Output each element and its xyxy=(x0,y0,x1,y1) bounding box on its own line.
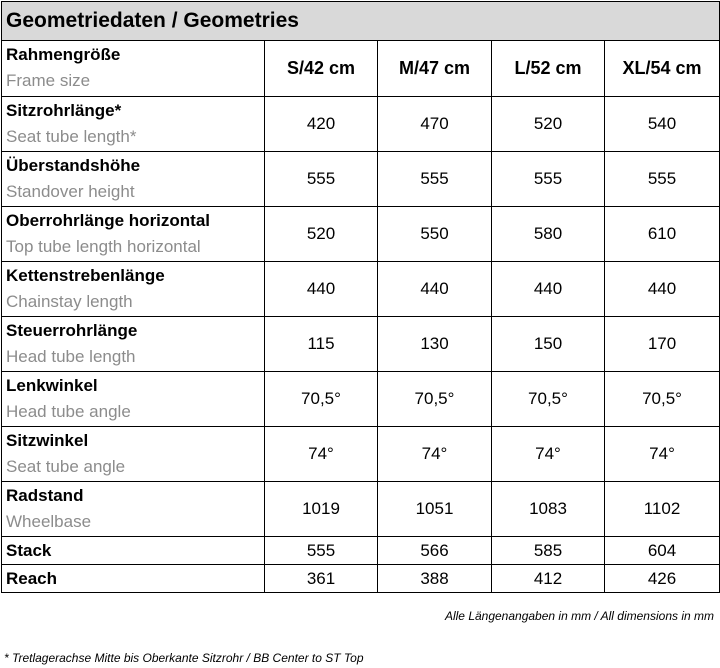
value-cell: 555 xyxy=(492,152,605,207)
row-label xyxy=(2,97,265,152)
label-de: Radstand xyxy=(6,486,84,505)
label-en: Wheelbase xyxy=(6,512,92,531)
value-cell: 150 xyxy=(492,317,605,372)
row-label xyxy=(2,565,265,593)
row-label xyxy=(2,482,265,537)
row-label xyxy=(2,537,265,565)
value-cell: 70,5° xyxy=(492,372,605,427)
value-cell: 361 xyxy=(265,565,378,593)
value-cell: 440 xyxy=(265,262,378,317)
value-cell: 115 xyxy=(265,317,378,372)
table-row xyxy=(2,372,720,427)
row-label xyxy=(2,262,265,317)
value-cell: 70,5° xyxy=(605,372,720,427)
table-row xyxy=(2,152,720,207)
value-cell: 566 xyxy=(378,537,492,565)
label-de: Rahmengröße xyxy=(6,45,121,64)
label-en: Head tube length xyxy=(6,347,136,366)
row-label xyxy=(2,317,265,372)
label-de: Reach xyxy=(6,568,58,588)
value-cell: 604 xyxy=(605,537,720,565)
value-cell: 470 xyxy=(378,97,492,152)
header-row xyxy=(2,41,720,97)
value-cell: 520 xyxy=(492,97,605,152)
value-cell: 1102 xyxy=(605,482,720,537)
label-de: Sitzwinkel xyxy=(6,431,89,450)
label-en: Frame size xyxy=(6,71,91,90)
table-row xyxy=(2,565,720,593)
value-cell: 70,5° xyxy=(265,372,378,427)
label-de: Lenkwinkel xyxy=(6,376,98,395)
table-row xyxy=(2,97,720,152)
label-de: Oberrohrlänge horizontal xyxy=(6,211,211,230)
footnote: * Tretlagerachse Mitte bis Oberkante Sitzrohr / BB Center to ST Top xyxy=(4,651,364,665)
label-en: Top tube length horizontal xyxy=(6,237,201,256)
label-en: Seat tube length* xyxy=(6,127,137,146)
value-cell: 440 xyxy=(378,262,492,317)
value-cell: 170 xyxy=(605,317,720,372)
size-header-xl: XL/54 cm xyxy=(605,41,720,97)
value-cell: 555 xyxy=(265,537,378,565)
value-cell: 74° xyxy=(605,427,720,482)
value-cell: 1083 xyxy=(492,482,605,537)
value-cell: 74° xyxy=(492,427,605,482)
value-cell: 74° xyxy=(265,427,378,482)
value-cell: 585 xyxy=(492,537,605,565)
table-title: Geometriedaten / Geometries xyxy=(2,2,720,41)
value-cell: 1051 xyxy=(378,482,492,537)
table-row xyxy=(2,427,720,482)
row-label xyxy=(2,207,265,262)
unit-note: Alle Längenangaben in mm / All dimensions in mm xyxy=(444,609,714,623)
size-header-s: S/42 cm xyxy=(265,41,378,97)
title-row xyxy=(2,2,720,41)
size-header-l: L/52 cm xyxy=(492,41,605,97)
geometry-table xyxy=(1,1,720,593)
value-cell: 555 xyxy=(378,152,492,207)
label-de: Stack xyxy=(6,540,52,560)
table-row xyxy=(2,317,720,372)
row-label xyxy=(2,152,265,207)
value-cell: 555 xyxy=(605,152,720,207)
row-label xyxy=(2,372,265,427)
label-de: Überstandshöhe xyxy=(6,156,141,175)
value-cell: 426 xyxy=(605,565,720,593)
label-en: Chainstay length xyxy=(6,292,133,311)
label-de: Sitzrohrlänge* xyxy=(6,101,122,120)
value-cell: 130 xyxy=(378,317,492,372)
label-en: Standover height xyxy=(6,182,135,201)
size-header-m: M/47 cm xyxy=(378,41,492,97)
label-de: Kettenstrebenlänge xyxy=(6,266,165,285)
value-cell: 440 xyxy=(492,262,605,317)
value-cell: 74° xyxy=(378,427,492,482)
value-cell: 1019 xyxy=(265,482,378,537)
value-cell: 440 xyxy=(605,262,720,317)
value-cell: 70,5° xyxy=(378,372,492,427)
table-row xyxy=(2,537,720,565)
value-cell: 550 xyxy=(378,207,492,262)
value-cell: 388 xyxy=(378,565,492,593)
label-en: Head tube angle xyxy=(6,402,131,421)
row-label xyxy=(2,427,265,482)
frame-size-label xyxy=(2,41,265,97)
label-en: Seat tube angle xyxy=(6,457,126,476)
value-cell: 420 xyxy=(265,97,378,152)
value-cell: 412 xyxy=(492,565,605,593)
value-cell: 520 xyxy=(265,207,378,262)
value-cell: 580 xyxy=(492,207,605,262)
value-cell: 610 xyxy=(605,207,720,262)
label-de: Steuerrohrlänge xyxy=(6,321,138,340)
table-row xyxy=(2,262,720,317)
value-cell: 555 xyxy=(265,152,378,207)
table-row xyxy=(2,207,720,262)
table-row xyxy=(2,482,720,537)
value-cell: 540 xyxy=(605,97,720,152)
